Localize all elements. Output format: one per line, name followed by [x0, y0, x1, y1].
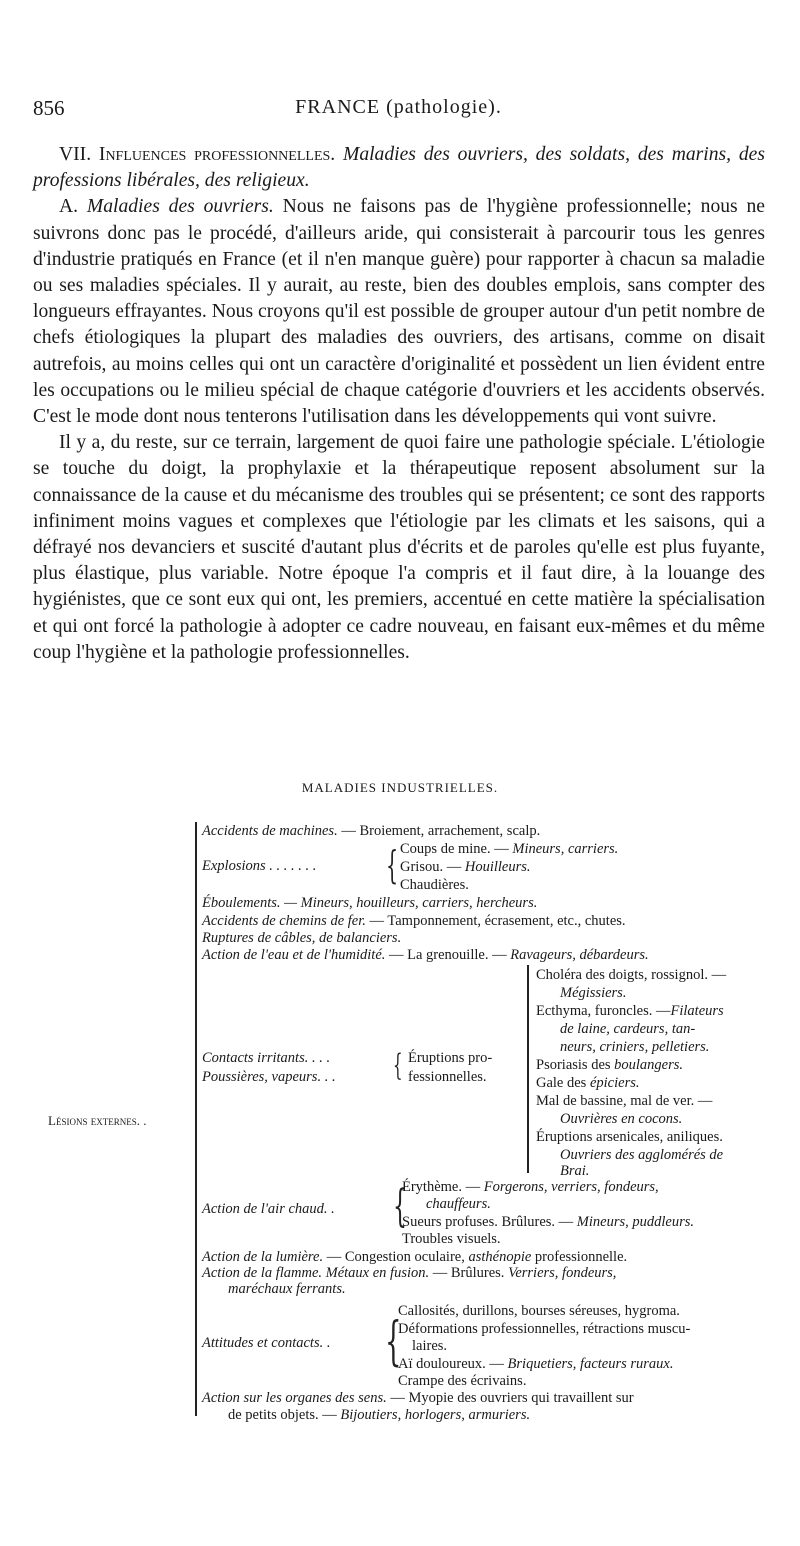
- row-air-chaud: Action de l'air chaud. .: [202, 1201, 335, 1217]
- section-heading-title: Influences professionnelles.: [98, 144, 336, 165]
- eruption-item: Ecthyma, furoncles. —Filateurs: [536, 1003, 724, 1019]
- attitude-item: laires.: [412, 1338, 448, 1354]
- explosion-item: Chaudières.: [400, 877, 469, 893]
- body-text: [33, 142, 765, 666]
- row-lumiere: Action de la lumière. — Congestion oculaire, asthénopie professionnelle.: [202, 1249, 628, 1265]
- eruption-item: Gale des épiciers.: [536, 1075, 640, 1091]
- row-explosions: Explosions . . . . . . .: [202, 858, 317, 874]
- subsection-title: Maladies des ouvriers.: [86, 196, 274, 218]
- eruptions-label: Éruptions pro-: [408, 1050, 493, 1066]
- paragraph-1: [33, 194, 765, 430]
- brace-air: {: [393, 1181, 407, 1232]
- row-ruptures-cables: Ruptures de câbles, de balanciers.: [202, 930, 402, 946]
- eruption-item-trades: de laine, cardeurs, tan-: [560, 1021, 696, 1037]
- row-organes-sens: Action sur les organes des sens. — Myopie des ouvriers qui travaillent sur: [202, 1390, 634, 1406]
- brace-explosions: {: [386, 843, 399, 887]
- eruption-item-trades: Brai.: [560, 1163, 590, 1179]
- row-eau-humidite: Action de l'eau et de l'humidité. — La grenouille. — Ravageurs, débardeurs.: [202, 947, 649, 963]
- eruption-item: Choléra des doigts, rossignol. —: [536, 967, 727, 983]
- row-contacts-irritants: Contacts irritants. . . .: [202, 1050, 331, 1066]
- eruptions-label: fessionnelles.: [408, 1069, 487, 1085]
- subsection-label: A.: [59, 196, 79, 218]
- attitude-item: Déformations professionnelles, rétractions muscu-: [398, 1321, 691, 1337]
- eruption-item-trades: Ouvrières en cocons.: [560, 1111, 683, 1127]
- eruption-item-trades: neurs, criniers, pelletiers.: [560, 1039, 710, 1055]
- air-item: Troubles visuels.: [402, 1231, 501, 1247]
- root-label: Lésions externes. .: [48, 1113, 147, 1128]
- row-attitudes-contacts: Attitudes et contacts. .: [202, 1335, 331, 1351]
- eruption-item-trades: Ouvriers des agglomérés de: [560, 1147, 724, 1163]
- brace-attitudes: {: [385, 1312, 402, 1372]
- row-organes-sens-trades: de petits objets. — Bijoutiers, horlogers, armuriers.: [228, 1407, 531, 1423]
- page-header: [33, 96, 764, 126]
- eruption-item: Éruptions arsenicales, aniliques.: [536, 1129, 723, 1145]
- attitude-item: Crampe des écrivains.: [398, 1373, 527, 1389]
- eruption-item-trades: Mégissiers.: [560, 985, 627, 1001]
- air-item-trades: chauffeurs.: [426, 1196, 491, 1212]
- attitude-item: Callosités, durillons, bourses séreuses, hygroma.: [398, 1303, 680, 1319]
- row-flamme-trades: maréchaux ferrants.: [228, 1281, 346, 1297]
- table-title: MALADIES INDUSTRIELLES.: [301, 780, 499, 795]
- row-chemins-de-fer: Accidents de chemins de fer. — Tamponnement, écrasement, etc., chutes.: [202, 913, 626, 929]
- explosion-item: Grisou. — Houilleurs.: [400, 859, 531, 875]
- explosion-item: Coups de mine. — Mineurs, carriers.: [400, 841, 619, 857]
- brace-contacts: {: [393, 1048, 403, 1083]
- row-accidents-machines: Accidents de machines. — Broiement, arrachement, scalp.: [202, 823, 541, 839]
- row-poussieres-vapeurs: Poussières, vapeurs. . .: [202, 1069, 336, 1085]
- attitude-item: Aï douloureux. — Briquetiers, facteurs ruraux.: [398, 1356, 674, 1372]
- row-flamme: Action de la flamme. Métaux en fusion. — Brûlures. Verriers, fondeurs,: [202, 1265, 617, 1281]
- page-number: 856: [33, 96, 65, 120]
- section-heading-subjects: Maladies des ouvriers, des soldats, des marins, des professions libérales, des religieux.: [33, 144, 765, 192]
- air-item: Sueurs profuses. Brûlures. — Mineurs, puddleurs.: [402, 1214, 695, 1230]
- running-title: FRANCE (pathologie).: [295, 96, 502, 118]
- paragraph-2: Il y a, du reste, sur ce terrain, largement de quoi faire une pathologie spéciale. L'étiologie se touche du doigt, la prophylaxie et la thérapeutique reposent absolument sur la connaissance de la cause et du mécanisme des troubles qui se présentent; ce sont des rapports infiniment moins vagues et complexes que l'étiologie par les climats et les saisons, qui a défrayé nos devanciers et suscité d'autant plus d'écrits et de paroles qu'elle est plus fuyante, plus élastique, plus variable. Notre époque l'a compris et il faut dire, à la louange des hygiénistes, que ce sont eux qui ont, les premiers, accentué en cette matière la spécialisation et qui ont forcé la pathologie à adopter ce cadre nouveau, en faisant eux-mêmes et du même coup l'hygiène et la pathologie professionnelles.: [33, 432, 765, 663]
- section-number: VII.: [59, 144, 92, 165]
- eruption-item: Mal de bassine, mal de ver. —: [536, 1093, 713, 1109]
- section-heading: [33, 142, 765, 194]
- paragraph-1-text: Nous ne faisons pas de l'hygiène professionnelle; nous ne suivrons donc pas le procédé, d'ailleurs aride, qui consisterait à parcourir tous les genres d'industrie pratiqués en France (et il n'en manque guère) pour rapporter à chacun sa maladie ou ses maladies spéciales. Il y aurait, au reste, bien des doubles emplois, sans compter des longueurs effrayantes. Nous croyons qu'il est possible de grouper autour d'un petit nombre de chefs étiologiques la plupart des maladies des ouvriers, des artisans, comme on disait autrefois, au moins celles qui ont un caractère d'originalité et possèdent un lien évident entre les occupations ou le milieu spécial de chaque catégorie d'ouvriers et les accidents observés. C'est le mode dont nous tenterons l'utilisation dans les développements qui vont suivre.: [33, 196, 765, 428]
- row-eboulements: Éboulements. — Mineurs, houilleurs, carriers, hercheurs.: [202, 895, 538, 911]
- main-brace: [195, 822, 197, 1416]
- brace-eruptions: [527, 965, 529, 1173]
- air-item: Érythème. — Forgerons, verriers, fondeurs,: [402, 1179, 659, 1195]
- eruption-item: Psoriasis des boulangers.: [536, 1057, 684, 1073]
